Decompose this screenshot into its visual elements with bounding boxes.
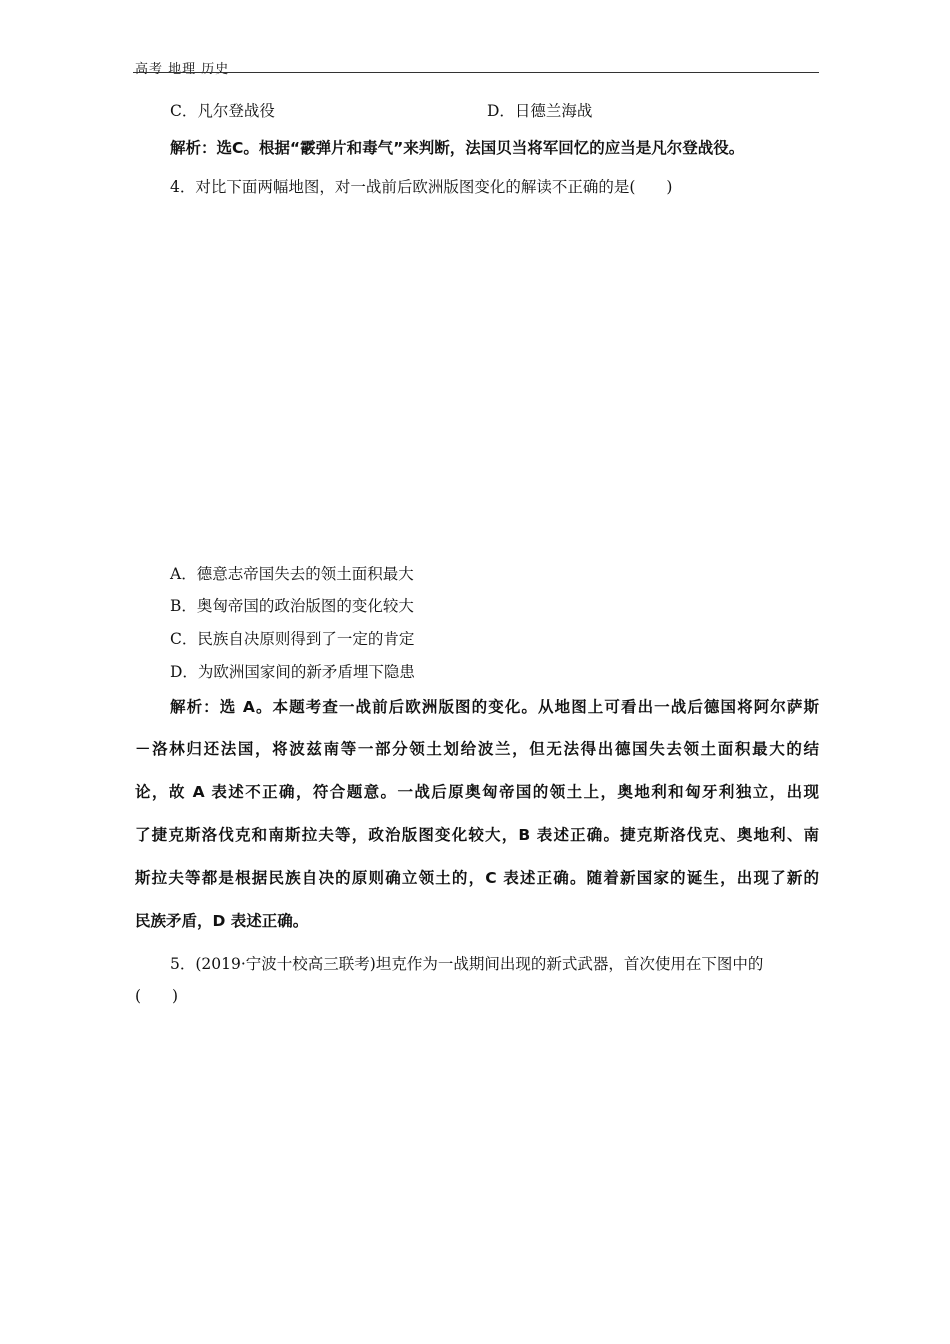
q3-option-d: D．日德兰海战 [487, 102, 593, 120]
q4-option-d: D．为欧洲国家间的新矛盾埋下隐患 [170, 663, 415, 681]
q4-analysis-line-4: 了捷克斯洛伐克和南斯拉夫等，政治版图变化较大，B 表述正确。捷克斯洛伐克、奥地利、南 [135, 826, 819, 844]
q4-option-b: B．奥匈帝国的政治版图的变化较大 [170, 597, 414, 615]
q4-analysis-line-1: 解析：选 A。本题考查一战前后欧洲版图的变化。从地图上可看出一战后德国将阿尔萨斯 [170, 698, 819, 716]
q4-analysis-line-3: 论，故 A 表述不正确，符合题意。一战后原奥匈帝国的领土上，奥地利和匈牙利独立，出现 [135, 783, 819, 801]
q4-option-a: A．德意志帝国失去的领土面积最大 [170, 565, 414, 583]
q3-analysis: 解析：选C。根据“霰弹片和毒气”来判断，法国贝当将军回忆的应当是凡尔登战役。 [170, 139, 745, 157]
q4-analysis-line-6: 民族矛盾，D 表述正确。 [135, 912, 309, 930]
q4-analysis-line-2: －洛林归还法国，将波兹南等一部分领土划给波兰，但无法得出德国失去领土面积最大的结 [135, 740, 819, 758]
q3-option-c: C．凡尔登战役 [170, 102, 275, 120]
page-header: 高考 地理 历史 [135, 62, 230, 77]
q5-stem-line-1: 5．(2019·宁波十校高三联考)坦克作为一战期间出现的新式武器，首次使用在下图中的 [170, 955, 764, 973]
header-divider [133, 72, 819, 73]
q4-analysis-line-5: 斯拉夫等都是根据民族自决的原则确立领土的，C 表述正确。随着新国家的诞生，出现了新的 [135, 869, 819, 887]
q4-stem: 4．对比下面两幅地图，对一战前后欧洲版图变化的解读不正确的是( ) [170, 178, 673, 196]
map-placeholder-area [135, 205, 819, 555]
q5-stem-line-2: ( ) [135, 987, 179, 1005]
q4-option-c: C．民族自决原则得到了一定的肯定 [170, 630, 415, 648]
